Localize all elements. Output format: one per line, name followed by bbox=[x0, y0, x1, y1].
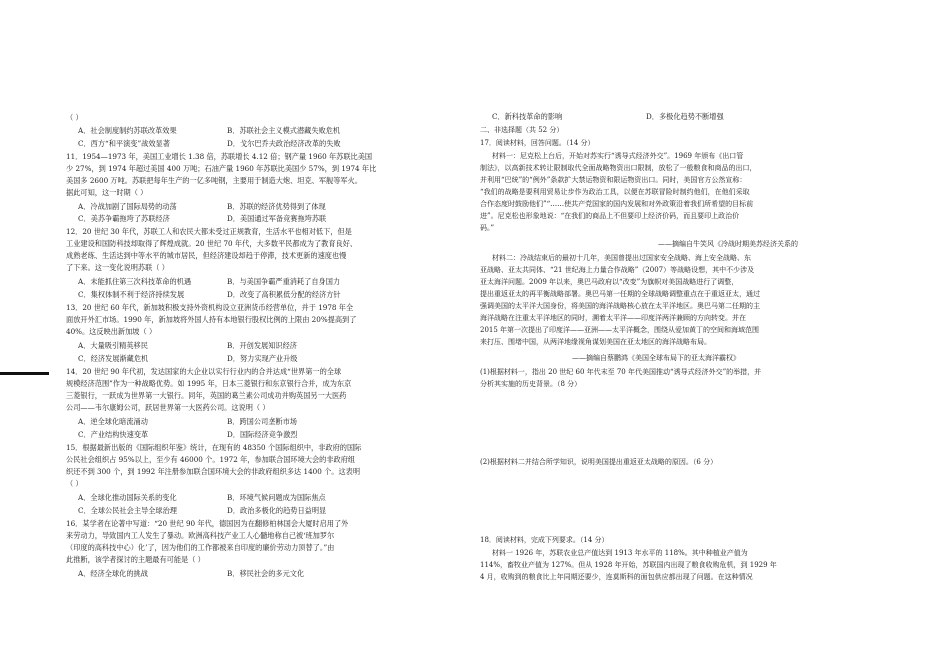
material-one-line: “我们的战略是要利用贸易让步作为政治工具，以便在苏联冒险时制约他们，在他们采取 bbox=[480, 188, 750, 196]
q14-option-a: A．逆全球化暗流涌动 bbox=[78, 417, 148, 426]
q17-part-1: 分析其实施的历史背景。（8 分） bbox=[480, 380, 582, 388]
q17-title: 17．阅读材料，回答问题。（14 分） bbox=[480, 139, 595, 147]
q13-line: 13．20 世纪 60 年代，新加坡积极支持外资机构设立亚洲货币经营单位，并于 1978 年全 bbox=[66, 303, 354, 312]
q12-line: 成熟老练、生活达到中等水平的城市居民，但经济建设却趋于停滞，技术更新的速度也慢 bbox=[66, 251, 347, 260]
material-two-line: 提出重返亚太的再平衡战略部署。奥巴马第一任期的全球战略调整重点在于重返亚太，通过 bbox=[480, 290, 760, 298]
q10-option-d: D．戈尔巴乔夫政治经济改革的失败 bbox=[227, 139, 341, 148]
q10-option-c: C．西方“和平演变”战效显著 bbox=[78, 139, 170, 148]
q12-option-c: C．集权体制不利于经济持续发展 bbox=[78, 290, 185, 299]
q11-option-c: C．美苏争霸拖垮了苏联经济 bbox=[78, 214, 170, 223]
q12-option-a: A．未能抓住第三次科技革命的机遇 bbox=[78, 277, 192, 286]
q11-line: 据此可知，这一时期（ ） bbox=[66, 188, 148, 197]
q16-line: 来劳动力，导致国内工人发生了暴动。欧洲高科技产业工人心髓地称自己被‘班加罗尔 bbox=[66, 531, 335, 540]
q12-option-d: D．改变了高积累低分配的经济方针 bbox=[227, 290, 341, 299]
q11-option-b: B．苏联的经济优势得到了体现 bbox=[227, 202, 326, 211]
section-heading: 二、非选择题（共 52 分） bbox=[480, 126, 564, 134]
q17-part-1: (1)根据材料一，指出 20 世纪 60 年代末至 70 年代美国推动“诱导式经济外交”的举措，并 bbox=[480, 368, 762, 376]
q14-option-d: D．国际经济竞争激烈 bbox=[227, 430, 298, 439]
q11-option-d: D．美国通过军备竞赛拖垮苏联 bbox=[227, 214, 327, 223]
material-two-line: 材料二：冷战结束后的最初十几年，美国曾提出过国家安全战略、海上安全战略、东 bbox=[492, 254, 751, 262]
material-one-line: 进”。尼克松也形象地说：“在我们的商品上不但要印上经济价码，而且要印上政治价 bbox=[480, 212, 740, 220]
material-two-line: 亚太海洋问题。2009 年以来，奥巴马政府以“改变”为旗帜对美国战略进行了调整， bbox=[480, 278, 739, 286]
material-one-source: ——摘编自牛笑风《冷战时期美苏经济关系的 bbox=[658, 240, 798, 248]
q15-line: （ ） bbox=[66, 479, 83, 488]
q11-option-a: A．冷战加剧了国际局势的动荡 bbox=[78, 202, 177, 211]
q16-line: 16．某学者在论著中写道：“20 世纪 90 年代，德国因为在翻修柏林国会大厦时启用了外 bbox=[66, 519, 349, 528]
q10-option-a: A．社会制度制约苏联改革效果 bbox=[78, 126, 177, 135]
material-two-line: 强调美国的太平洋大国身份，将美国的海洋战略核心放在太平洋地区。奥巴马第二任期的主 bbox=[480, 302, 760, 310]
material-one-line: 码。” bbox=[480, 224, 495, 232]
material-two-line: 来打压、围堵中国，从两洋地缘视角谋划美国在亚太地区的海洋战略布局。 bbox=[480, 338, 711, 346]
q12-line: 了下来。这一变化说明苏联（ ） bbox=[66, 263, 169, 272]
material-two-line: 亚战略、亚太共同体、“21 世纪海上力量合作战略”（2007）等战略设想，其中不少涉及 bbox=[480, 266, 755, 274]
q12-line: 工业建设和国防科技却取得了辉煌成就。20 世纪 70 年代，大多数平民都成为了教育良好、 bbox=[66, 239, 358, 248]
material-one-line: 材料一：尼克松上台后，开始对苏实行“诱导式经济外交”。1969 年颁布《出口管 bbox=[492, 152, 744, 160]
q15-option-d: D．政治多极化的趋势日益明显 bbox=[227, 506, 327, 515]
material-one-line: 制法》，以高新技术转让限制取代全面战略物资出口限制，放松了一般粮食和商品的出口， bbox=[480, 164, 757, 172]
q10-option-b: B．苏联社会主义模式潜藏失败危机 bbox=[227, 126, 341, 135]
q18-material-line: 114%，畜牧业产值为 127%。但从 1928 年开始，苏联国内出现了粮食收购危机，到 1929 年 bbox=[480, 561, 777, 569]
material-two-line: 2015 年第一次提出了印度洋——亚洲——太平洋概念，围绕从爱加黄丁的空间和海域范围 bbox=[480, 326, 760, 334]
q14-line: 三菱银行，一跃成为世界第一大银行。同年，英国的葛兰素公司成功并购英国另一大医药 bbox=[66, 391, 347, 400]
q15-line: 织还不到 300 个，到 1992 年注册参加联合国环境大会的非政府组织多达 1400 个。这表明 bbox=[66, 467, 361, 476]
q11-line: 少 27%，到 1974 年超过美国 400 万吨；石油产量 1960 年苏联比美国少 57%，到 1974 年比 bbox=[66, 164, 377, 173]
q16-line: （印度的高科技中心）化’了，因为他们的工作都被来自印度的廉价劳动力顶替了。”由 bbox=[66, 543, 335, 552]
q10-paren: （ ） bbox=[66, 113, 83, 122]
q13-option-c: C．经济发展渐藏危机 bbox=[78, 354, 149, 363]
q15-option-c: C．全球公民社会主导全球治理 bbox=[78, 506, 177, 515]
q11-line: 11．1954—1973 年，美国工业增长 1.38 倍，苏联增长 4.12 倍；钢产量 1960 年苏联比美国 bbox=[66, 152, 373, 161]
q12-line: 12．20 世纪 30 年代，苏联工人和农民大都未受过正规教育，生活水平也相对低下，但是 bbox=[66, 227, 352, 236]
q11-line: 美国多 2600 万吨。苏联把每年生产的一亿多吨钢，主要用于制造大炮、坦克、军舰等军火。 bbox=[66, 176, 362, 185]
q14-line: 公司——韦尔康姆公司，跃居世界第一大医药公司。这说明（ ） bbox=[66, 403, 270, 412]
q18-title: 18．阅读材料，完成下列要求。（14 分） bbox=[480, 536, 609, 544]
q16-option-c: C．新科技革命的影响 bbox=[492, 112, 563, 121]
q13-option-b: B．开创发展知识经济 bbox=[227, 341, 297, 350]
q16-option-b: B．移民社会的多元文化 bbox=[227, 569, 305, 578]
q13-line: 40%。这反映出新加坡（ ） bbox=[66, 327, 157, 336]
q15-line: 公民社会组织占 95%以上，至少有 46000 个。1972 年，参加联合国环境大会的非政府组 bbox=[66, 455, 356, 464]
q17-part-2: (2)根据材料二并结合所学知识，说明美国提出重返亚太战略的原因。（6 分） bbox=[480, 458, 718, 466]
q15-option-b: B．环境气候问题成为国际焦点 bbox=[227, 493, 326, 502]
q16-option-d: D．多极化趋势不断增强 bbox=[646, 112, 724, 121]
q13-option-a: A．大量吸引精英移民 bbox=[78, 341, 148, 350]
q14-line: 14．20 世纪 90 年代初，发达国家的大企业以实行行业内的合并达成“世界第一的全球 bbox=[66, 367, 342, 376]
margin-mark bbox=[0, 372, 49, 375]
q16-line: 此推断，该学者探讨的主题最有可能是（ ） bbox=[66, 555, 205, 564]
q14-line: 规模经济范围”作为一种战略优势。如 1995 年，日本三菱银行和东京银行合并，成为东京 bbox=[66, 379, 352, 388]
q13-line: 面放开外汇市场。1990 年，新加坡将外国人持有本地银行股权比例的上限由 20%提高到了 bbox=[66, 315, 357, 324]
q15-option-a: A．全球化推动国际关系的变化 bbox=[78, 493, 177, 502]
right-column bbox=[480, 0, 850, 672]
q14-option-c: C．产业结构快速变革 bbox=[78, 430, 149, 439]
q15-line: 15．根据最新出版的《国际组织年鉴》统计，在现有的 48350 个国际组织中，非政府的国际 bbox=[66, 443, 362, 452]
material-two-line: 海洋战略在注重太平洋地区的同时，溯着太平洋——印度洋两洋兼顾的方向转变。并在 bbox=[480, 314, 746, 322]
material-one-line: 合作态度时鼓励他们”“……使共产党国家的国内发展和对外政策沿着我们所希望的目标前 bbox=[480, 200, 754, 208]
q14-option-b: B．跨国公司垄断市场 bbox=[227, 417, 297, 426]
q18-material-line: 材料一 1926 年，苏联农业总产值达到 1913 年水平的 118%。其中种植业产值为 bbox=[492, 549, 748, 557]
q18-material-line: 4 月，收购到的粮食比上年同期还要少，连莫斯科的面包供应都出现了问题。在这种情况 bbox=[480, 573, 753, 581]
q13-option-d: D．努力实现产业升级 bbox=[227, 354, 298, 363]
left-column bbox=[66, 0, 436, 672]
material-two-source: ——摘编自蔡鹏鸿《美国全球布局下的亚太海洋霸权》 bbox=[572, 354, 740, 362]
q12-option-b: B．与美国争霸严重消耗了自身国力 bbox=[227, 277, 341, 286]
material-one-line: 并利用“巴统”的“例外”条款扩大禁运物资和限运物资出口。同时，美国官方公然宣称： bbox=[480, 176, 747, 184]
q16-option-a: A．经济全球化的挑战 bbox=[78, 569, 148, 578]
